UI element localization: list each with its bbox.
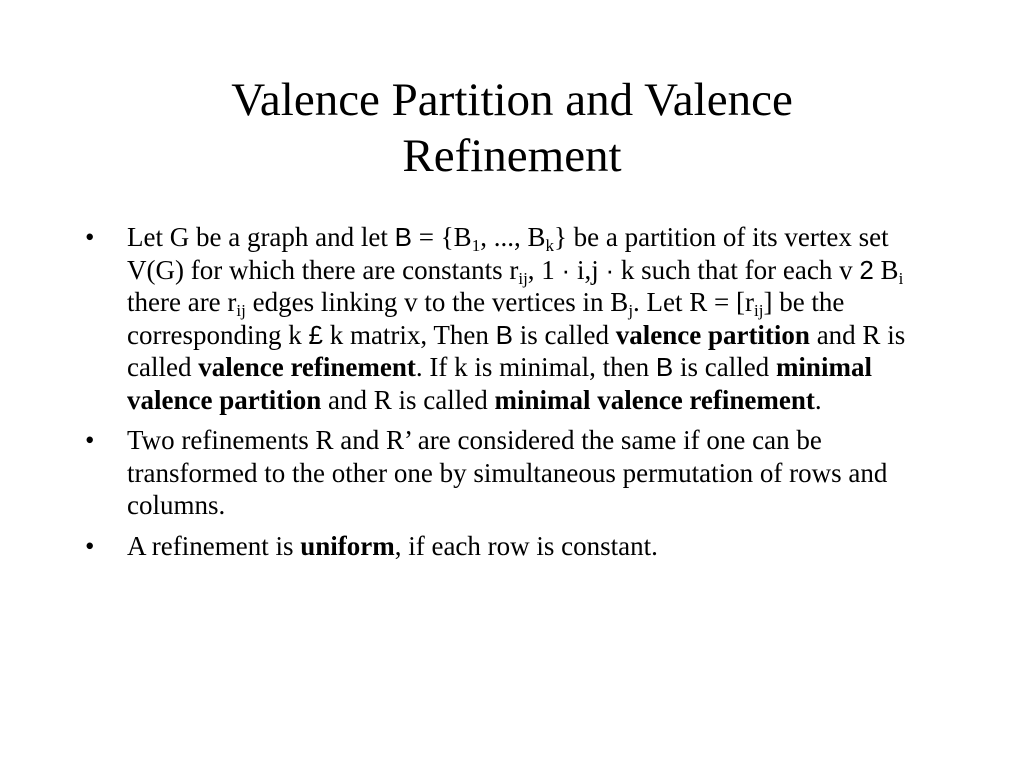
- text-run: edges linking v to the vertices in B: [245, 287, 629, 317]
- term-uniform: uniform: [300, 530, 395, 561]
- term-valence-refinement: valence refinement: [198, 352, 416, 382]
- subscript: ij: [754, 301, 764, 320]
- text-run: } be a partition of its vertex set V(G) for which there are constants r: [127, 222, 889, 285]
- symbol-partition-b: B: [495, 319, 513, 350]
- bullet-marker: •: [85, 530, 95, 561]
- symbol-le: ·: [561, 254, 571, 285]
- symbol-le: ·: [605, 254, 615, 285]
- bullet-marker: •: [85, 222, 95, 252]
- text-run: k such that for each v: [614, 254, 860, 285]
- bullet-list: [85, 221, 935, 570]
- text-run: . If k is minimal, then: [415, 352, 656, 382]
- text-run: and R is called: [127, 319, 906, 382]
- text-run: , 1: [527, 254, 562, 285]
- text-run: , ..., B: [480, 222, 546, 252]
- text-run: and R is called: [321, 384, 495, 415]
- text-run: . Let R = [r: [633, 287, 754, 317]
- symbol-partition-b: B: [394, 222, 412, 252]
- text-run: ] be the corresponding k: [127, 287, 845, 350]
- text-run: k matrix, Then: [322, 319, 496, 350]
- symbol-in: 2: [859, 254, 874, 285]
- text-run: there are r: [127, 287, 237, 317]
- term-minimal-valence-partition: minimal valence partition: [127, 352, 872, 415]
- bullet-marker: •: [85, 425, 95, 455]
- text-run: A refinement is: [127, 530, 301, 561]
- text-run: , if each row is constant.: [394, 530, 658, 561]
- title-line-1: Valence Partition and Valence: [231, 74, 793, 126]
- bullet-text: Two refinements R and R’ are considered the same if one can be transformed to the other one by simultaneous permutation of rows and columns.: [127, 425, 888, 520]
- symbol-times: £: [308, 319, 323, 350]
- symbol-partition-b: B: [655, 352, 674, 382]
- subscript: ij: [236, 301, 246, 320]
- text-run: .: [814, 384, 822, 415]
- subscript: 1: [471, 236, 481, 255]
- text-run: = {B: [411, 222, 472, 252]
- bullet-item-uniform: [85, 530, 935, 563]
- subscript: i: [898, 268, 904, 288]
- term-minimal-valence-refinement: minimal valence refinement: [494, 384, 815, 415]
- subscript: k: [545, 236, 554, 255]
- subscript: ij: [518, 268, 528, 288]
- bullet-item-same-refinement: [85, 424, 935, 522]
- text-run: i,j: [570, 254, 606, 285]
- subscript: j: [628, 301, 634, 320]
- text-run: is called: [513, 319, 616, 350]
- term-valence-partition: valence partition: [615, 319, 810, 350]
- slide-title: [100, 72, 924, 184]
- text-run: is called: [673, 352, 776, 382]
- bullet-item-definition: [85, 221, 935, 416]
- text-run: B: [873, 254, 899, 285]
- text-run: Let G be a graph and let: [127, 222, 395, 252]
- title-line-2: Refinement: [402, 130, 622, 182]
